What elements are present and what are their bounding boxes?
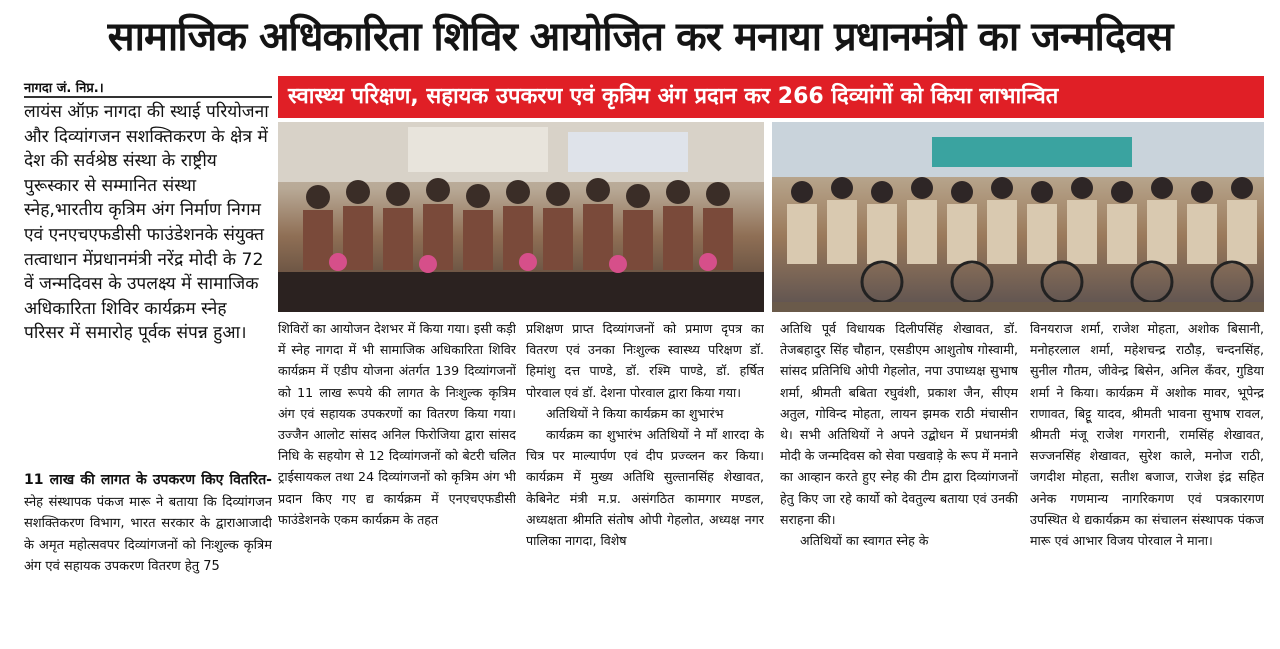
section-text: स्नेह संस्थापक पंकज मारू ने बताया कि दिव्यांगजन सशक्तिकरण विभाग, भारत सरकार के द्वाराआजादी के अमृत महोत्सवपर दिव्यांगजनों को निःशुल्क कृत्रिम अंग एवं सहायक उपकरण वितरण हेतु 75 bbox=[24, 494, 272, 574]
column-3-para-1: अतिथि पूर्व विधायक दिलीपसिंह शेखावत, डॉ. तेजबहादुर सिंह चौहान, एसडीएम आशुतोष गोस्वामी, सांसद प्रतिनिधि ओपी गेहलोत, नपा उपाध्यक्ष सुभाष शर्मा, श्रीमती बबिता रघुवंशी, प्रकाश जैन, सीएम अतुल, गोविन्द मोहता, लायन झमक राठी मंचासीन थे। सभी अतिथियों ने अपने उद्बोधन में प्रधानमंत्री मोदी के जन्मदिवस को सेवा पखवाड़े के रूप में मनाने का आव्हान करते हुए स्नेह की टीम द्वारा दिव्यांगजनों हेतु किए जा रहे कार्यो को देवतुल्य बताया एवं उनकी सराहना की। bbox=[780, 321, 1018, 527]
event-photo-tricycles bbox=[772, 122, 1264, 312]
article-column-4 bbox=[1030, 318, 1264, 638]
section-distribution bbox=[24, 470, 272, 640]
page-headline: सामाजिक अधिकारिता शिविर आयोजित कर मनाया प्रधानमंत्री का जन्मदिवस bbox=[107, 14, 1173, 60]
subheadline-banner: स्वास्थ्य परिक्षण, सहायक उपकरण एवं कृत्रिम अंग प्रदान कर 266 दिव्यांगों को किया लाभान्वित bbox=[278, 76, 1264, 118]
column-1-text: शिविरों का आयोजन देशभर में किया गया। इसी कड़ी में स्नेह नागदा में भी सामाजिक अधिकारिता शिविर कार्यक्रम में एडीप योजना अंतर्गत 139 दिव्यांगजनों को 11 लाख रूपये की लागत के निःशुल्क कृत्रिम अंग एवं सहायक उपकरणों का वितरण किया गया। उज्जैन आलोट सांसद अनिल फिरोजिया द्वारा सांसद निधि के सहयोग से 12 दिव्यांगजनों को बेटरी चलित ट्राईसायकल तथा 24 दिव्यांगजनों को कृत्रिम अंग भी प्रदान किए गए द्य कार्यक्रम में एनएचएफडीसी फाउंडेशनके एकम कार्यक्रम के तहत bbox=[278, 321, 516, 527]
dateline: नागदा जं. निप्र.। bbox=[24, 81, 104, 96]
photo-tricycle-icon bbox=[772, 122, 1264, 312]
section-lead: 11 लाख की लागत के उपकरण किए वितरित- bbox=[24, 472, 272, 488]
article-column-3 bbox=[780, 318, 1018, 638]
article-column-2 bbox=[526, 318, 764, 638]
column-3-para-2: अतिथियों का स्वागत स्नेह के bbox=[800, 533, 929, 549]
column-2-subhead: अतिथियों ने किया कार्यक्रम का शुभारंभ bbox=[546, 405, 724, 421]
dateline-rule bbox=[24, 96, 272, 98]
column-2-para-3: कार्यक्रम का शुभारंभ अतिथियों ने माँ शारदा के चित्र पर माल्यार्पण एवं दीप प्रज्व्लन कर किया। कार्यक्रम में मुख्य अतिथि सुल्तानसिंह शेखावत, केबिनेट मंत्री म.प्र. असंगठित कामगार मण्डल, अध्यक्षता श्रीमति संतोष ओपी गेहलोत, अध्यक्ष नगर पालिका नागदा, विशेष bbox=[526, 427, 764, 549]
column-2-para-1: प्रशिक्षण प्राप्त दिव्यांगजनों को प्रमाण दृपत्र का वितरण एवं उनका निःशुल्क स्वास्थ्य परिक्षण डॉ. हिमांशु दत्त पाण्डे, डॉ. रश्मि पाण्डे, डॉ. हर्षित पोरवाल एवं डॉ. देशना पोरवाल द्वारा किया गया। bbox=[526, 321, 764, 400]
column-4-text: विनयराज शर्मा, राजेश मोहता, अशोक बिसानी, मनोहरलाल शर्मा, महेशचन्द्र राठौड़, चन्दनसिंह, सुनील गौतम, जीवेन्द्र बिसेन, अनिल कँवर, गुडिया शर्मा ने किया। कार्यक्रम में अशोक मावर, भूपेन्द्र राणावत, बिट्टू यादव, श्रीमती भावना सुभाष रावल, श्रीमती मंजू राजेश गगरानी, रामसिंह शेखावत, सज्जनसिंह शेखावत, सुरेश काले, मनोज राठी, जगदीश मोहता, सतीश बजाज, राजेश इंद्र सहित अनेक गणमान्य नागरिकगण एवं पत्रकारगण उपस्थित थे द्यकार्यक्रम का संचालन संस्थापक पंकज मारू एवं आभार विजय पोरवाल ने माना। bbox=[1030, 321, 1264, 549]
intro-paragraph: लायंस ऑफ़ नागदा की स्थाई परियोजना और दिव्यांगजन सशक्तिकरण के क्षेत्र में देश की सर्वश्रेष्ठ संस्था के राष्ट्रीय पुरूस्कार से सम्मानित संस्था स्नेह,भारतीय कृत्रिम अंग निर्माण निगम एवं एनएचएफडीसी फाउंडेशनके संयुक्त तत्वाधान मेंप्रधानमंत्री नरेंद्र मोदी के 72 वें जन्मदिवस के उपलक्ष्य में सामाजिक अधिकारिता शिविर कार्यक्रम स्नेह परिसर में समारोह पूर्वक संपन्न हुआ। bbox=[24, 102, 269, 344]
event-photo-stage bbox=[278, 122, 764, 312]
article-column-1 bbox=[278, 318, 516, 638]
photo-group-icon bbox=[278, 122, 764, 312]
